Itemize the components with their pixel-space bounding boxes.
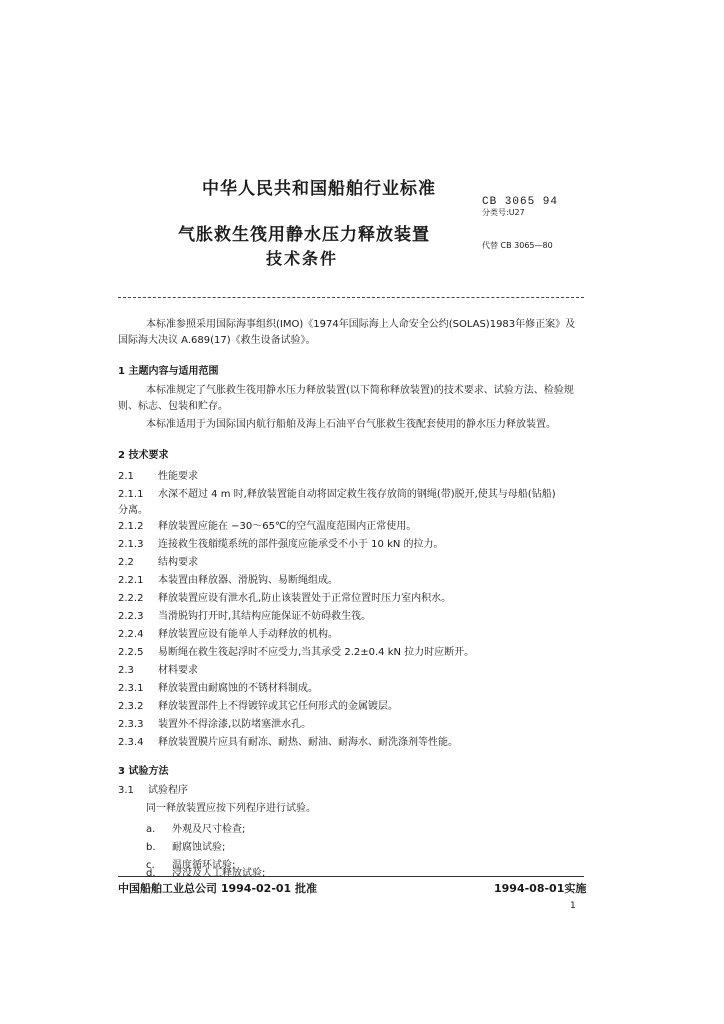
clause-line	[118, 628, 338, 642]
clause-line	[118, 556, 198, 570]
approval-line: 中国船舶工业总公司 1994-02-01 批准	[118, 882, 318, 895]
subsection-title: 试验程序	[148, 785, 188, 796]
clause-number: 2.3.3	[118, 719, 144, 730]
clause-line	[118, 574, 338, 588]
section3-heading: 3 试验方法	[118, 766, 169, 777]
clause-text: 释放装置应能在 −30～65℃的空气温度范围内正常使用。	[158, 521, 417, 532]
intro-line2: 国际海大决议 A.689(17)《救生设备试验》。	[118, 335, 316, 346]
section1-para2: 本标准适用于为国际国内航行船舶及海上石油平台气胀救生筏配套使用的静水压力释放装置。	[146, 419, 556, 430]
clause-text: 本装置由释放器、滑脱钩、易断绳组成。	[158, 575, 338, 586]
standard-code: CB 3065 94	[482, 196, 559, 208]
clause-number: 2.2.4	[118, 629, 144, 640]
clause-line	[118, 664, 198, 678]
list-text: 浸没及人工释放试验;	[172, 868, 266, 879]
clause-text: 结构要求	[158, 557, 198, 568]
clause-number: 2.3.2	[118, 701, 144, 712]
clause-line	[118, 538, 444, 552]
subsection-line	[118, 784, 188, 798]
clause-number: 2.1.3	[118, 539, 144, 550]
section1-para1-line2: 则、标志、包装和贮存。	[118, 401, 228, 412]
list-item	[146, 820, 245, 835]
clause-line	[118, 504, 148, 518]
document-title-line2: 技术条件	[266, 249, 339, 268]
clause-number: 2.2.3	[118, 611, 144, 622]
clause-number: 2.1.2	[118, 521, 144, 532]
clause-text: 水深不超过 4 m 时,释放装置能自动将固定救生筏存放筒的钢绳(带)脱开,使其与母船(钻船)	[158, 489, 556, 500]
document-title-line1: 气胀救生筏用静水压力释放装置	[178, 225, 430, 245]
clause-text: 释放装置部件上不得镀锌或其它任何形式的金属镀层。	[158, 701, 398, 712]
replaces-standard: 代替 CB 3065—80	[482, 241, 553, 250]
list-item	[146, 838, 225, 853]
clause-number: 2.3.1	[118, 683, 144, 694]
list-text: 温度循环试验;	[172, 860, 236, 871]
list-letter: b.	[146, 842, 156, 853]
list-text: 耐腐蚀试验;	[172, 842, 226, 853]
list-letter: c.	[146, 860, 155, 871]
standard-body-title: 中华人民共和国船舶行业标准	[202, 179, 436, 199]
clause-text: 装置外不得涂漆,以防堵塞泄水孔。	[158, 719, 312, 730]
clause-line	[118, 718, 311, 732]
effective-date: 1994-08-01实施	[494, 882, 587, 895]
clause-text: 释放装置由耐腐蚀的不锈材料制成。	[158, 683, 318, 694]
list-item	[146, 864, 265, 879]
clause-text: 易断绳在救生筏起浮时不应受力,当其承受 2.2±0.4 kN 拉力时应断开。	[158, 647, 475, 658]
clause-line	[118, 682, 318, 696]
classification-number: 分类号:U27	[482, 208, 525, 217]
clause-line	[118, 610, 371, 624]
clause-text: 材料要求	[158, 665, 198, 676]
clause-number: 2.1	[118, 471, 134, 482]
header-divider	[118, 297, 584, 298]
clause-text: 释放装置应设有能单人手动释放的机构。	[158, 629, 338, 640]
clause-number: 2.2.5	[118, 647, 144, 658]
clause-number: 2.1.1	[118, 489, 144, 500]
clause-number: 2.2	[118, 557, 134, 568]
clause-number: 2.3	[118, 665, 134, 676]
clause-number: 2.2.2	[118, 593, 144, 604]
list-letter: a.	[146, 824, 156, 835]
clause-line	[118, 470, 198, 484]
list-letter: d.	[146, 868, 156, 879]
clause-line	[118, 736, 458, 750]
section2-heading: 2 技术要求	[118, 450, 169, 461]
intro-line1: 本标准参照采用国际海事组织(IMO)《1974年国际海上人命安全公约(SOLAS)1983年修正案》及	[146, 319, 576, 330]
clause-text: 性能要求	[158, 471, 198, 482]
test-sequence-intro: 同一释放装置应按下列程序进行试验。	[146, 803, 316, 814]
clause-text: 连接救生筏艏缆系统的部件强度应能承受不小于 10 kN 的拉力。	[158, 539, 444, 550]
clause-line	[118, 488, 556, 502]
clause-number: 2.2.1	[118, 575, 144, 586]
clause-line	[118, 700, 398, 714]
page-number: 1	[570, 901, 576, 911]
clause-text: 当滑脱钩打开时,其结构应能保证不妨碍救生筏。	[158, 611, 372, 622]
section1-heading: 1 主题内容与适用范围	[118, 366, 219, 377]
section1-para1-line1: 本标准规定了气胀救生筏用静水压力释放装置(以下简称释放装置)的技术要求、试验方法、检验规	[146, 385, 574, 396]
clause-text: 分离。	[118, 505, 148, 516]
list-text: 外观及尺寸检查;	[172, 824, 246, 835]
clause-number: 2.3.4	[118, 737, 144, 748]
clause-line	[118, 520, 416, 534]
clause-text: 释放装置膜片应具有耐冻、耐热、耐油、耐海水、耐洗涤剂等性能。	[158, 737, 458, 748]
clause-line	[118, 646, 474, 660]
clause-text: 释放装置应设有泄水孔,防止该装置处于正常位置时压力室内积水。	[158, 593, 452, 604]
subsection-number: 3.1	[118, 785, 134, 796]
clause-line	[118, 592, 451, 606]
